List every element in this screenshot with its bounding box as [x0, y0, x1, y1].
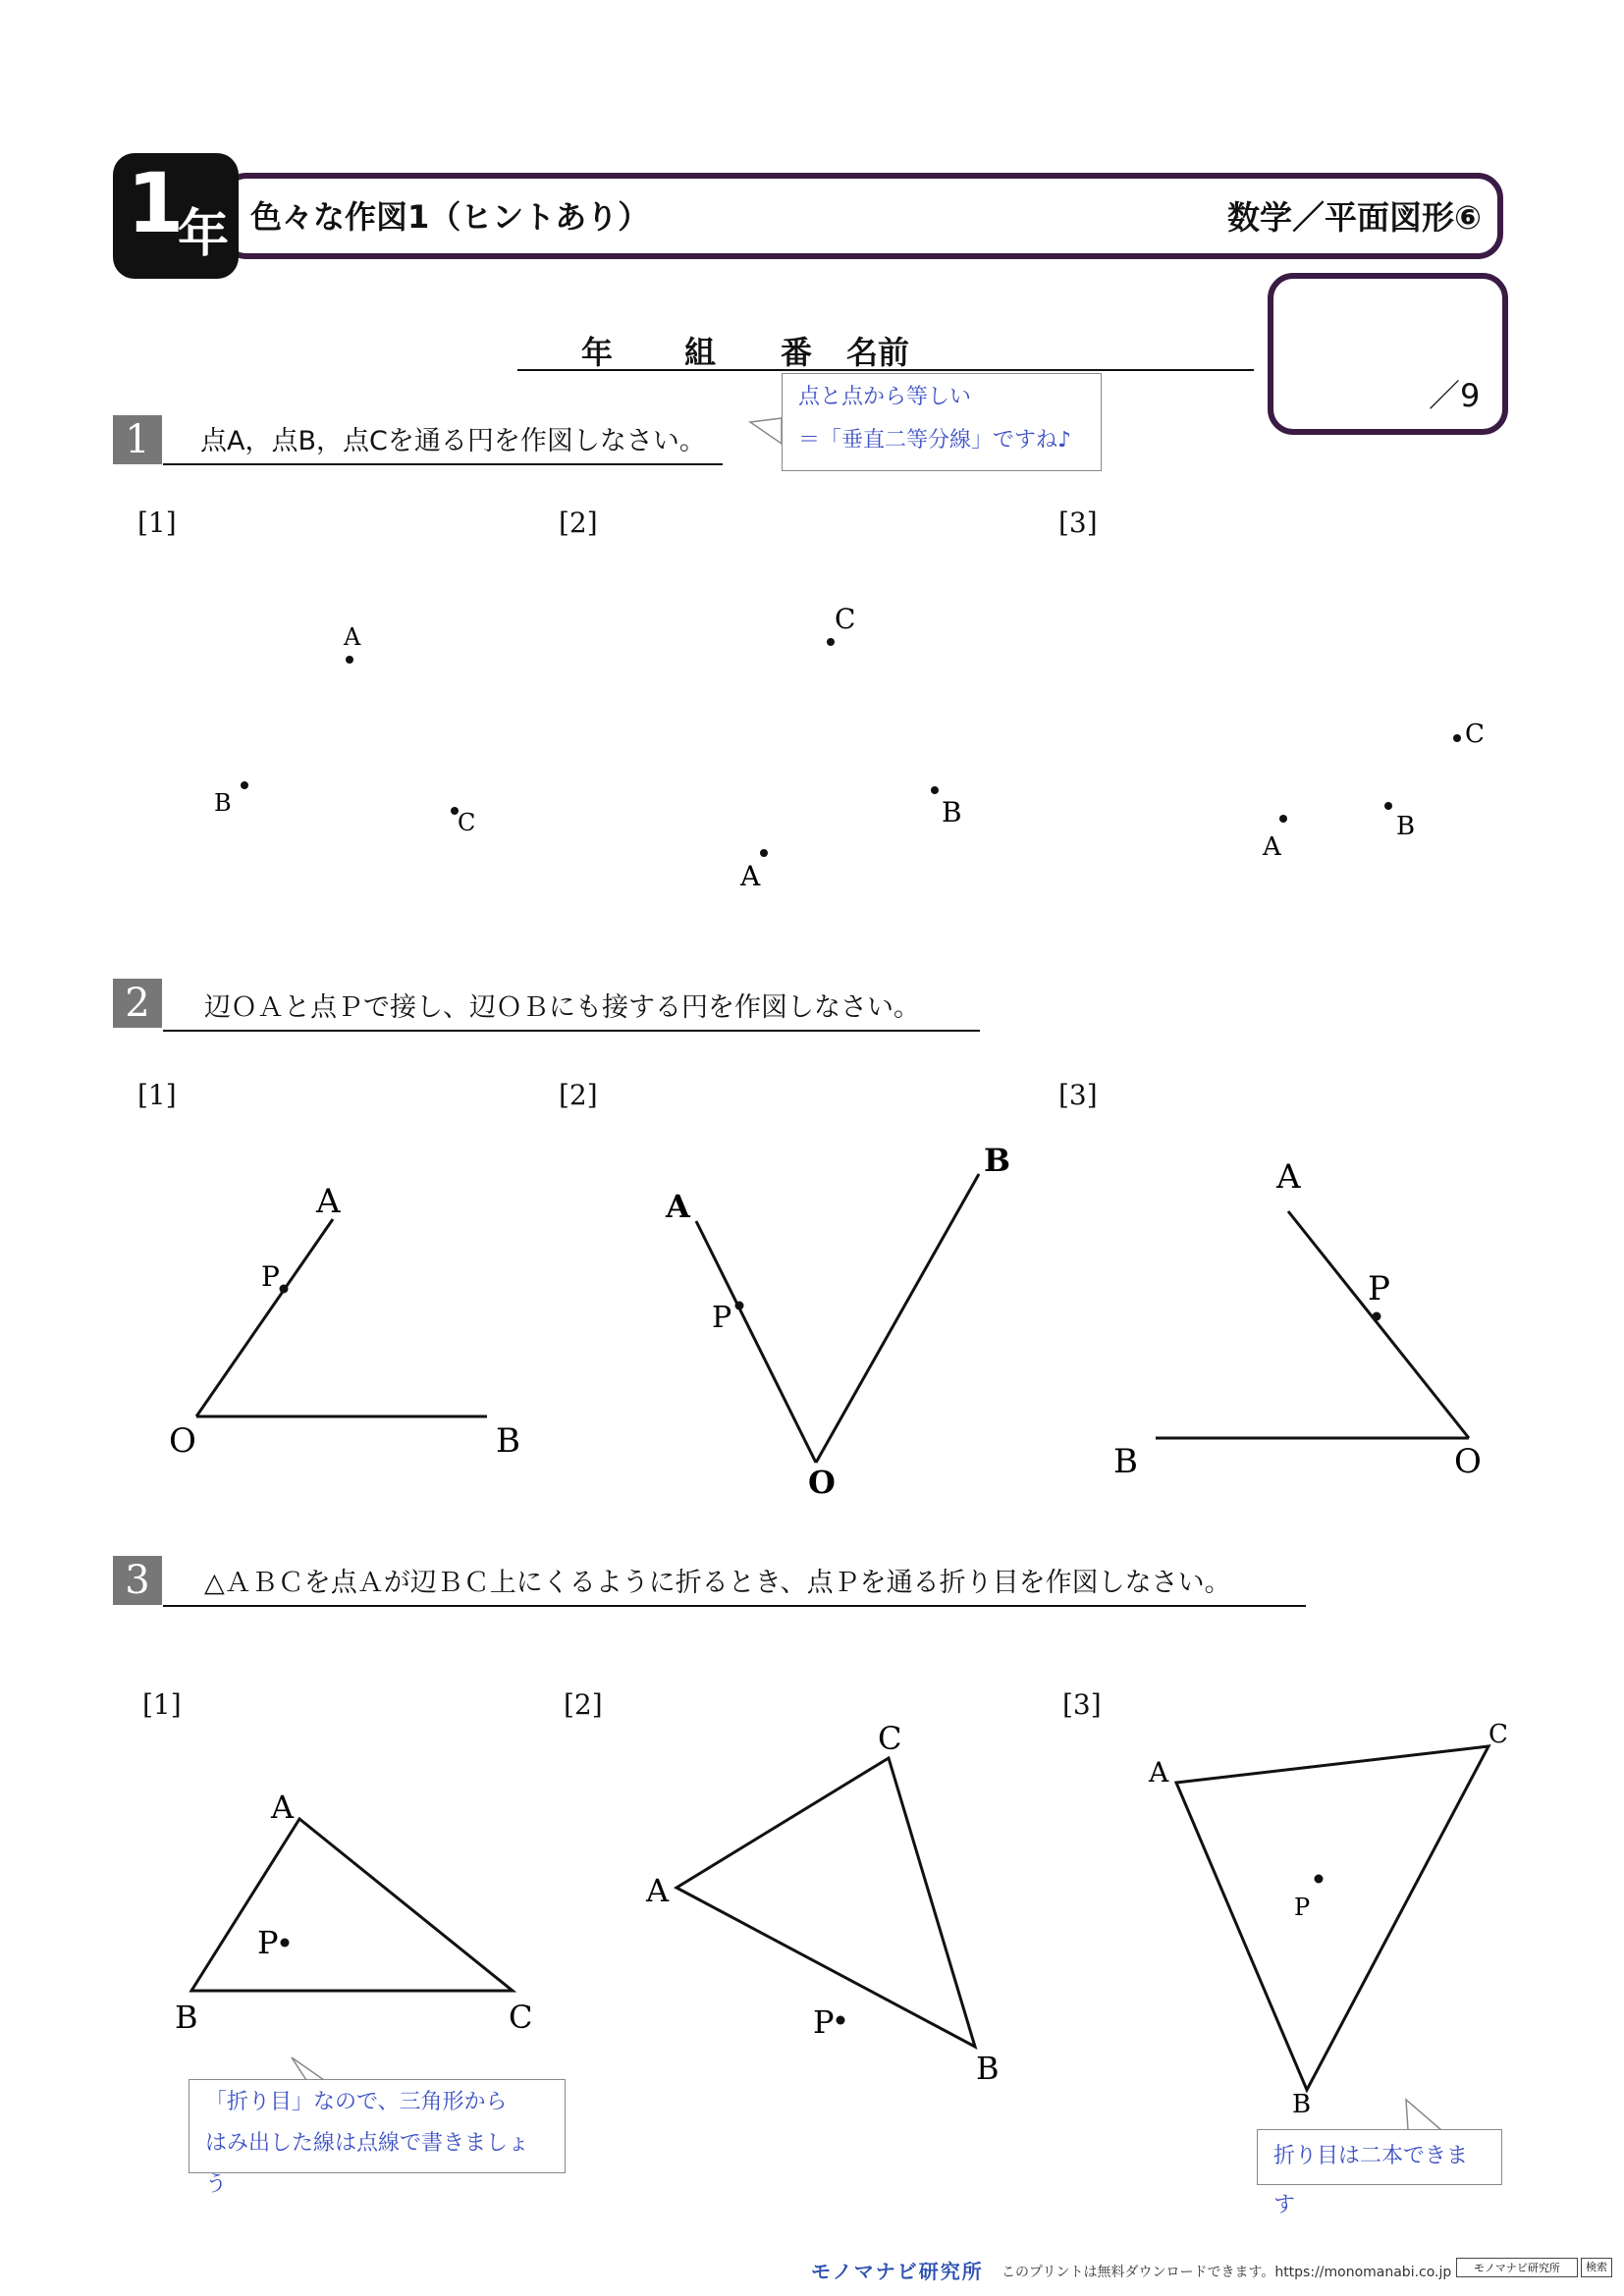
label-b: B [1292, 2090, 1312, 2119]
label-o: O [808, 1464, 836, 1501]
class-field: 組 [684, 334, 717, 371]
ray-oa [196, 1219, 333, 1416]
subject-label: 数学／平面図形⑥ [1227, 198, 1482, 237]
label-p: P [261, 1260, 280, 1293]
q3-figure-2 [645, 1720, 1000, 2087]
hint-tail-b [1406, 2100, 1441, 2130]
triangle-abc [191, 1819, 513, 1991]
point-p [280, 1285, 289, 1294]
q2-figure-2 [665, 1142, 1010, 1501]
label-p: P [1294, 1894, 1311, 1921]
label-c: C [835, 603, 856, 635]
label-a: A [271, 1789, 295, 1826]
label-a: A [1149, 1756, 1169, 1789]
q3-figure-3 [1148, 1720, 1508, 2119]
label-p: P [257, 1924, 279, 1961]
q2-sub-2: [2] [559, 1079, 598, 1111]
label-a: A [666, 1188, 690, 1225]
q1-sub-3: [3] [1058, 507, 1098, 539]
grade-number: 1 [127, 155, 185, 251]
label-o: O [169, 1421, 196, 1461]
ray-oa [696, 1221, 816, 1463]
hint-bubble-fold [189, 2079, 566, 2197]
label-b: B [496, 1421, 520, 1461]
question-1-text: 点A，点B，点Cを通る円を作図しなさい。 [163, 419, 723, 465]
point-p [1315, 1875, 1324, 1884]
label-c: C [509, 1999, 533, 2036]
label-o: O [1454, 1442, 1482, 1481]
point-b [241, 781, 248, 789]
point-b [1384, 802, 1392, 810]
question-number-2: 2 [113, 979, 162, 1028]
label-a: A [740, 860, 761, 892]
q3-sub-2: [2] [564, 1688, 603, 1721]
q1-figure-2 [739, 603, 962, 892]
label-a: A [316, 1182, 341, 1221]
label-p: P [813, 2003, 835, 2041]
label-p: P [1368, 1269, 1390, 1308]
q1-sub-1: [1] [137, 507, 177, 539]
q3-sub-1: [1] [142, 1688, 182, 1721]
label-c: C [1489, 1720, 1508, 1749]
label-b: B [175, 1999, 198, 2036]
point-p [1373, 1312, 1381, 1321]
footer-search-button[interactable]: 検索 [1581, 2258, 1612, 2277]
triangle-abc [1176, 1746, 1489, 2090]
point-p [837, 2016, 845, 2025]
q1-figure-3 [1262, 720, 1485, 862]
label-b: B [214, 789, 232, 817]
hint-fold-line-1: 「折り目」なので、三角形から [205, 2090, 508, 2114]
number-field: 番 [781, 334, 813, 371]
hint-1-line-2: ＝「垂直二等分線」ですね♪ [798, 428, 1072, 453]
q2-sub-1: [1] [137, 1079, 177, 1111]
label-b: B [976, 2050, 1000, 2087]
point-c [827, 638, 835, 646]
label-c: C [878, 1720, 902, 1757]
q2-figure-1 [169, 1182, 520, 1461]
label-c: C [1465, 720, 1485, 749]
label-a: A [1276, 1157, 1301, 1197]
hint-tail-a [292, 2057, 324, 2080]
question-2-text: 辺ＯＡと点Ｐで接し、辺ＯＢにも接する円を作図しなさい。 [163, 986, 980, 1032]
year-field: 年 [581, 334, 614, 371]
q1-sub-2: [2] [559, 507, 598, 539]
footer-text: このプリントは無料ダウンロードできます。https://monomanabi.co.jp [1001, 2265, 1452, 2280]
grade-badge [113, 153, 239, 279]
label-a: A [1263, 832, 1281, 862]
point-c [1453, 734, 1461, 742]
point-a [1279, 815, 1287, 823]
hint-1-line-1: 点と点から等しい [798, 385, 972, 409]
footer-logo: モノマナビ研究所 [811, 2260, 984, 2283]
ray-ob [816, 1174, 979, 1463]
point-b [931, 786, 939, 794]
label-a: A [344, 623, 361, 651]
question-3-text: △ＡＢＣを点Ａが辺ＢＣ上にくるように折るとき、点Ｐを通る折り目を作図しなさい。 [163, 1561, 1306, 1607]
hint-bubble-two-folds [1257, 2129, 1502, 2217]
q3-sub-3: [3] [1062, 1688, 1102, 1721]
q2-sub-3: [3] [1058, 1079, 1098, 1111]
hint-two-folds-text: 折り目は二本できます [1273, 2144, 1469, 2217]
label-b: B [1396, 812, 1416, 841]
point-a [760, 849, 768, 857]
worksheet-title: 色々な作図1（ヒントあり） [250, 198, 650, 236]
hint-fold-line-2: はみ出した線は点線で書きましょう [205, 2131, 530, 2197]
point-p [281, 1939, 290, 1948]
label-b: B [1113, 1442, 1138, 1481]
label-p: P [712, 1301, 732, 1335]
q3-figure-1 [175, 1789, 532, 2036]
name-field: 名前 [846, 334, 910, 371]
q1-figure-1 [214, 623, 475, 836]
grade-unit: 年 [178, 205, 230, 264]
ray-oa [1288, 1211, 1469, 1438]
label-c: C [458, 809, 476, 836]
question-number-1: 1 [113, 415, 162, 464]
label-b: B [984, 1142, 1011, 1179]
footer-search-box[interactable]: モノマナビ研究所 [1456, 2258, 1578, 2277]
point-a [346, 656, 353, 664]
point-p [735, 1302, 744, 1310]
question-number-3: 3 [113, 1556, 162, 1605]
q2-figure-3 [1113, 1157, 1482, 1481]
label-b: B [942, 796, 962, 828]
label-a: A [646, 1872, 670, 1909]
score-total: ／9 [1429, 377, 1481, 414]
